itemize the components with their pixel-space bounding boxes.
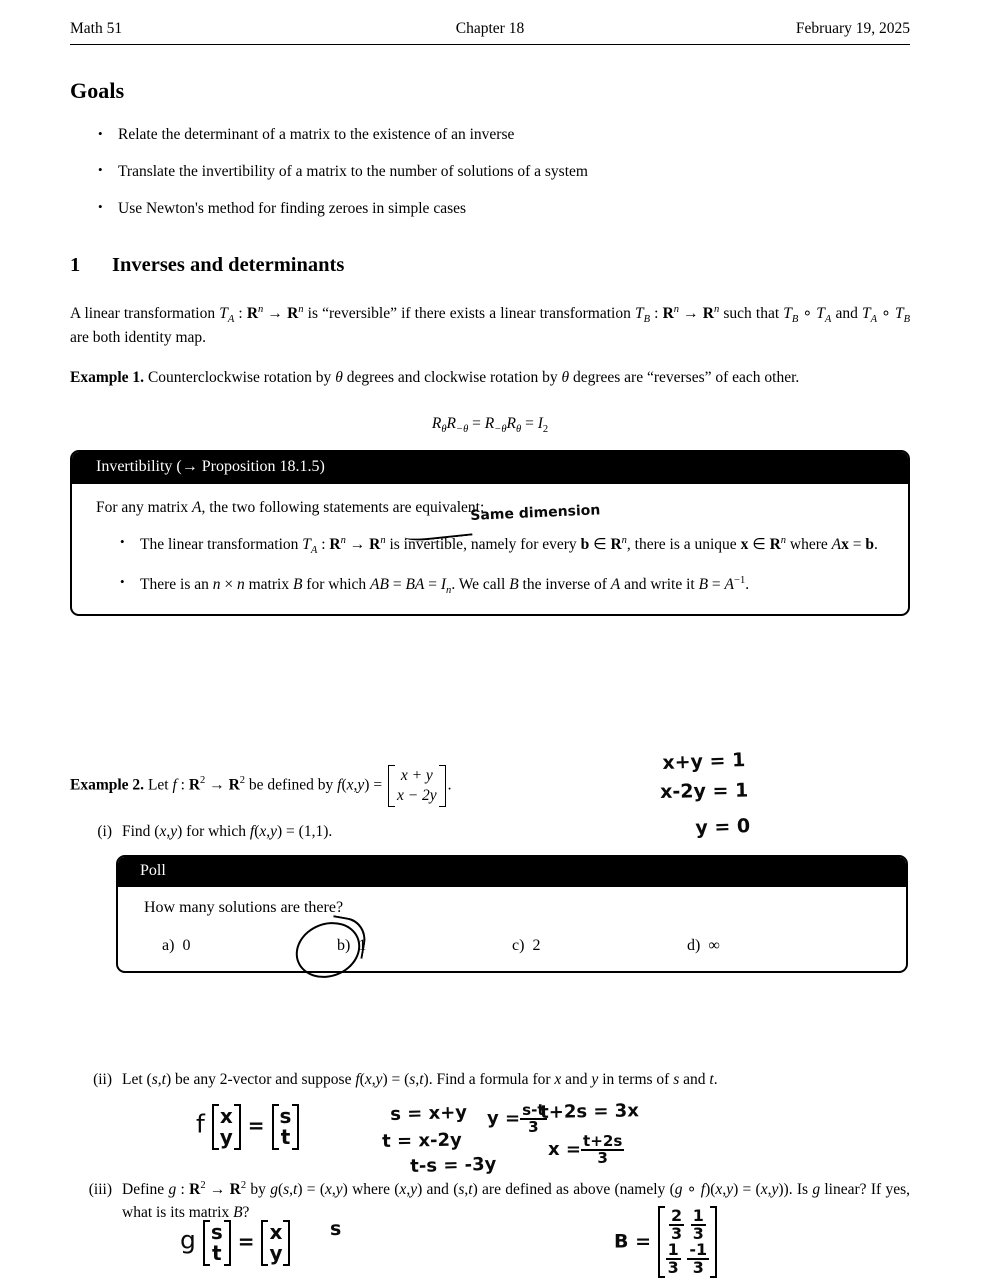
handwriting-vector-st-2: s t [203,1222,231,1264]
section-title: Inverses and determinants [112,254,345,276]
handwriting-y-solution [487,1103,547,1135]
handwriting-B-row-1 [666,1208,709,1242]
poll-callout [116,855,908,973]
b-a12-num: 1 [692,1206,704,1225]
handwriting-g-of-st: g s t = x y [180,1222,290,1264]
poll-choice-d[interactable] [687,937,862,955]
list-item: • There is an n × n matrix B for which AB = BA = $I_n$. We call B the inverse of A and write it $B = A^{-1}$. [96,573,886,596]
item-ii [78,1068,910,1091]
handwriting-B-entries [658,1208,717,1276]
item-iii-label: (iii) [88,1181,112,1198]
handwriting-B-a22 [687,1239,709,1277]
example2-paragraph: Example 2. Let f : $R^2 \to R^2$ be defined by f(x,y) = x + y x − 2y . [70,765,910,807]
handwriting-matrix-B [614,1208,717,1276]
handwriting-vector-xy: x y [212,1106,241,1148]
handwriting-g-symbol: g [180,1225,196,1255]
handwriting-y-numerator: s-t [522,1101,545,1119]
poll-choice-a-label: a) [162,937,175,955]
matrix-row-1: x + y [400,767,433,784]
list-item: • Relate the determinant of a matrix to the existence of an inverse [96,126,896,144]
poll-choice-b-value: 1 [358,937,367,955]
section-heading [70,254,344,277]
handwriting-eq-x-plus-y: x+y = 1 [662,749,746,774]
b-a21-den: 3 [667,1257,679,1277]
handwriting-x-numerator: t+2s [582,1132,623,1150]
handwriting-t-plus-2s: t+2s = 3x [540,1100,640,1123]
item-ii-text: Let (s,t) be any 2-vector and suppose f(x,y) = (s,t). Find a formula for x and y in terms of s and t. [122,1071,718,1088]
handwriting-y-prefix: y = [487,1108,521,1130]
handwriting-stray-s: s [330,1218,342,1240]
example1-equation: $R_\theta R_{-\theta} = R_{-\theta}R_\theta = I_2$ [431,415,549,436]
handwriting-B-a12 [691,1208,706,1242]
b-a21-num: 1 [667,1239,679,1259]
handwriting-vector-st: s t [272,1106,300,1148]
callout-title: Invertibility (→ Proposition 18.1.5) [72,452,908,484]
section-number: 1 [70,254,81,276]
b-a12-den: 3 [692,1223,704,1243]
example1-paragraph: Example 1. Counterclockwise rotation by θ degrees and clockwise rotation by θ degrees are “reverses” of each other. [70,369,800,386]
item-i-label: (i) [97,823,112,840]
handwriting-x-fraction [581,1134,624,1166]
poll-choice-c[interactable] [512,937,687,955]
handwriting-f-of-xy: f x y = s t [196,1106,299,1148]
list-item: • The linear transformation $T_A$ : $R^n \to R^n$ is invertible, namely for every b ∈ $R^n$, there is a unique x ∈ $R^n$ where Ax = b. [96,533,886,556]
handwriting-B-a11 [669,1208,684,1242]
example1-label: Example 1. [70,369,145,386]
poll-choice-d-label: d) [687,937,701,955]
example2-matrix [388,765,446,807]
poll-body [118,887,906,971]
item-i-text: Find (x,y) for which f(x,y) = (1,1). [122,823,333,840]
item-ii-label: (ii) [93,1071,112,1088]
handwriting-y-denominator: 3 [528,1118,539,1137]
handwriting-x-prefix: x = [548,1139,581,1161]
item-iii-text: Define g : $R^2 \to R^2$ by g(s,t) = (x,y) where (x,y) and (s,t) are defined as above (namely (g ∘ f)(x,y) = (x,y)). Is g linear? If yes, what is its matrix B? [122,1179,910,1222]
poll-choices [144,937,884,955]
handwriting-t-equals: t = x-2y [382,1129,462,1152]
handwriting-B-row-2 [666,1239,709,1277]
handwriting-B-prefix: B = [614,1230,652,1253]
handwriting-f-symbol: f [196,1109,205,1139]
handwriting-same-dimension: Same dimension [470,502,601,524]
header-chapter: Chapter 18 [455,20,525,37]
poll-choice-c-value: 2 [532,937,541,955]
header-course: Math 51 [70,20,123,37]
goals-list [96,126,896,236]
poll-choice-c-label: c) [512,937,525,955]
poll-choice-d-value: ∞ [708,937,720,955]
list-item: • Use Newton's method for finding zeroes in simple cases [96,200,896,218]
b-a11-den: 3 [670,1223,683,1243]
b-a11-num: 2 [670,1206,683,1225]
item-iii [78,1178,910,1225]
handwriting-eq-x-minus-2y: x-2y = 1 [660,779,749,803]
poll-question: How many solutions are there? [144,899,344,917]
handwriting-eq-y-zero: y = 0 [695,815,751,839]
poll-choice-a-value: 0 [182,937,191,955]
handwriting-vector-xy-2: x y [261,1222,290,1264]
invertibility-callout [70,450,910,616]
running-header [70,20,910,45]
handwriting-t-minus-s: t-s = -3y [410,1153,497,1177]
example2-label: Example 2. [70,776,145,794]
poll-title: Poll [118,857,906,887]
section1-paragraph: A linear transformation $T_A$ : $R^n \to R^n$ is “reversible” if there exists a linear transformation $T_B$ : $R^n \to R^n$ such that $T_B$ ∘ $T_A$ and $T_A$ ∘ $T_B$ are both identity map. [70,303,911,347]
handwriting-x-solution [548,1134,624,1166]
header-date: February 19, 2025 [795,20,910,37]
callout-body [72,484,908,614]
b-a22-num: -1 [689,1239,708,1259]
handwriting-B-a21 [666,1239,681,1277]
callout-bullets [96,533,886,597]
callout-intro: For any matrix A, the two following statements are equivalent: [96,499,485,517]
goals-heading: Goals [70,78,125,103]
b-a22-den: 3 [692,1257,704,1277]
handwriting-s-equals: s = x+y [390,1101,468,1125]
poll-choice-b-label: b) [337,937,351,955]
matrix-row-2: x − 2y [396,786,437,804]
item-i [78,820,910,843]
handwriting-x-denominator: 3 [597,1149,608,1168]
list-item: • Translate the invertibility of a matrix to the number of solutions of a system [96,163,896,181]
